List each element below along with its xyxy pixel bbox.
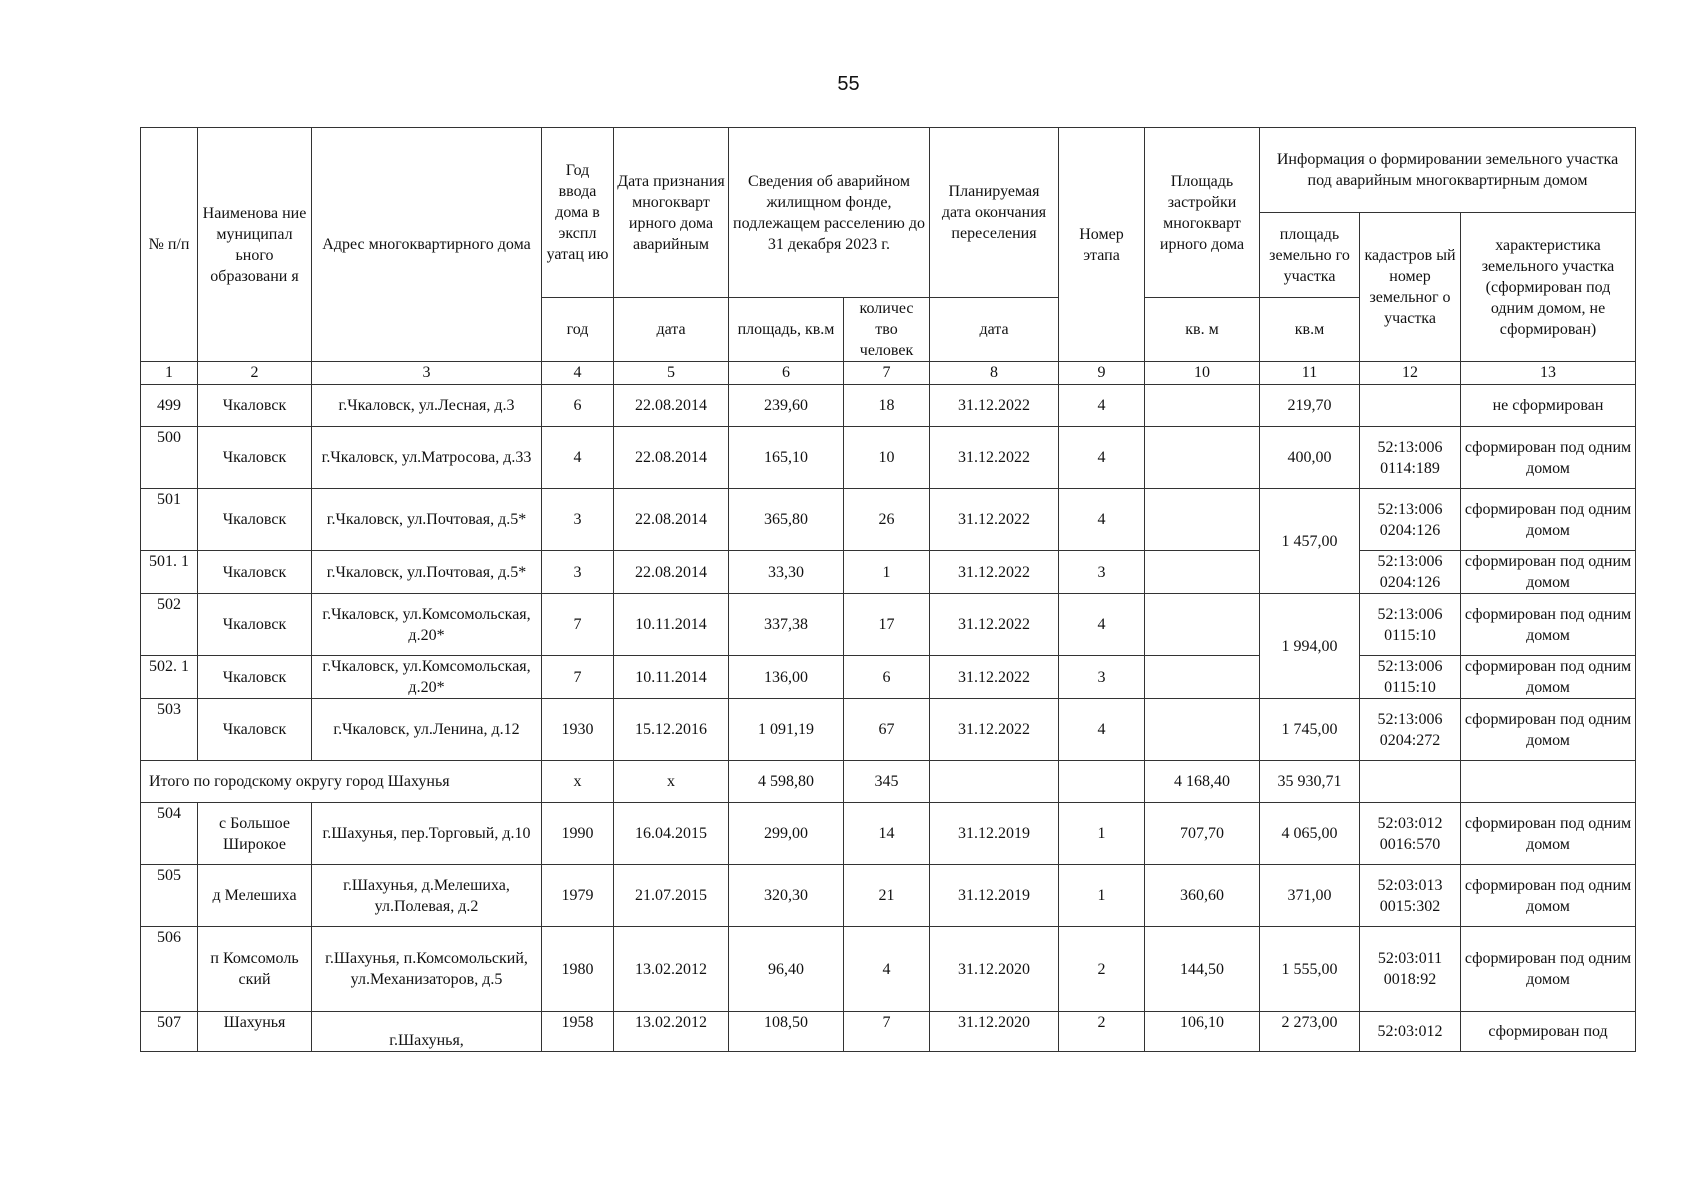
cell-building-area (1145, 489, 1260, 551)
cell-date: 10.11.2014 (614, 656, 729, 699)
cell-date: 21.07.2015 (614, 865, 729, 927)
cell-area: 33,30 (729, 551, 844, 594)
summary-row (141, 761, 1636, 803)
cell-number: 501. 1 (141, 551, 198, 594)
cell-people: 17 (844, 594, 930, 656)
header-address: Адрес многоквартирного дома (312, 128, 542, 362)
cell-people: 14 (844, 803, 930, 865)
cell-people: 18 (844, 385, 930, 427)
cell-area: 165,10 (729, 427, 844, 489)
header-municipality: Наименова ние муниципал ьного образовани я (198, 128, 312, 362)
table-row (141, 656, 1636, 699)
column-number: 2 (198, 362, 312, 385)
summary-empty (930, 761, 1059, 803)
cell-year: 1980 (542, 927, 614, 1012)
cell-characteristic: сформирован под одним домом (1461, 656, 1636, 699)
cell-cadastral: 52:03:012 0016:570 (1360, 803, 1461, 865)
summary-land-area: 35 930,71 (1260, 761, 1360, 803)
cell-municipality: Чкаловск (198, 551, 312, 594)
header-housing-info: Сведения об аварийном жилищном фонде, подлежащем расселению до 31 декабря 2023 г. (729, 128, 930, 298)
column-number-row (141, 362, 1636, 385)
unit-land-area: кв.м (1260, 298, 1360, 362)
column-number: 10 (1145, 362, 1260, 385)
cell-characteristic: сформирован под одним домом (1461, 489, 1636, 551)
cell-date: 22.08.2014 (614, 385, 729, 427)
cell-characteristic: сформирован под одним домом (1461, 865, 1636, 927)
cell-address: г.Чкаловск, ул.Лесная, д.3 (312, 385, 542, 427)
cell-number: 503 (141, 699, 198, 761)
cell-characteristic: сформирован под одним домом (1461, 927, 1636, 1012)
cell-municipality: д Мелешиха (198, 865, 312, 927)
cell-year: 1979 (542, 865, 614, 927)
cell-building-area (1145, 594, 1260, 656)
cell-number: 502 (141, 594, 198, 656)
column-number: 5 (614, 362, 729, 385)
cell-land-area: 2 273,00 (1260, 1012, 1360, 1052)
cell-number: 502. 1 (141, 656, 198, 699)
column-number: 7 (844, 362, 930, 385)
cell-building-area: 144,50 (1145, 927, 1260, 1012)
cell-end-date: 31.12.2020 (930, 927, 1059, 1012)
cell-area: 108,50 (729, 1012, 844, 1052)
unit-date: дата (614, 298, 729, 362)
column-number: 4 (542, 362, 614, 385)
cell-building-area (1145, 551, 1260, 594)
cell-characteristic: не сформирован (1461, 385, 1636, 427)
cell-cadastral: 52:13:006 0115:10 (1360, 594, 1461, 656)
summary-empty (1059, 761, 1145, 803)
header-recognition-date: Дата признания многокварт ирного дома аварийным (614, 128, 729, 298)
header-stage: Номер этапа (1059, 128, 1145, 362)
cell-end-date: 31.12.2019 (930, 865, 1059, 927)
cell-stage: 3 (1059, 656, 1145, 699)
cell-year: 1990 (542, 803, 614, 865)
cell-end-date: 31.12.2022 (930, 551, 1059, 594)
cell-building-area: 707,70 (1145, 803, 1260, 865)
cell-number: 506 (141, 927, 198, 1012)
cell-municipality: Чкаловск (198, 594, 312, 656)
cell-date: 10.11.2014 (614, 594, 729, 656)
column-number: 9 (1059, 362, 1145, 385)
cell-year: 1930 (542, 699, 614, 761)
cell-cadastral: 52:13:006 0114:189 (1360, 427, 1461, 489)
cell-characteristic: сформирован под одним домом (1461, 551, 1636, 594)
resettlement-table (140, 127, 1636, 1052)
cell-date: 15.12.2016 (614, 699, 729, 761)
cell-end-date: 31.12.2019 (930, 803, 1059, 865)
cell-year: 6 (542, 385, 614, 427)
column-number: 6 (729, 362, 844, 385)
summary-year: х (542, 761, 614, 803)
cell-municipality: Чкаловск (198, 489, 312, 551)
cell-cadastral: 52:03:012 (1360, 1012, 1461, 1052)
summary-empty (1360, 761, 1461, 803)
cell-address: г.Шахунья, (312, 1012, 542, 1052)
cell-number: 499 (141, 385, 198, 427)
header-number: № п/п (141, 128, 198, 362)
cell-characteristic: сформирован под одним домом (1461, 803, 1636, 865)
column-number: 1 (141, 362, 198, 385)
cell-stage: 3 (1059, 551, 1145, 594)
cell-municipality: Чкаловск (198, 699, 312, 761)
cell-area: 96,40 (729, 927, 844, 1012)
cell-land-area: 371,00 (1260, 865, 1360, 927)
cell-area: 320,30 (729, 865, 844, 927)
cell-address: г.Чкаловск, ул.Комсомольская, д.20* (312, 594, 542, 656)
cell-stage: 4 (1059, 385, 1145, 427)
cell-end-date: 31.12.2022 (930, 699, 1059, 761)
cell-area: 239,60 (729, 385, 844, 427)
table-row (141, 1012, 1636, 1052)
column-number: 8 (930, 362, 1059, 385)
cell-land-area: 1 745,00 (1260, 699, 1360, 761)
cell-number: 505 (141, 865, 198, 927)
cell-end-date: 31.12.2022 (930, 594, 1059, 656)
cell-number: 501 (141, 489, 198, 551)
cell-municipality: Чкаловск (198, 385, 312, 427)
cell-people: 67 (844, 699, 930, 761)
column-number: 11 (1260, 362, 1360, 385)
cell-end-date: 31.12.2022 (930, 489, 1059, 551)
cell-land-area: 1 555,00 (1260, 927, 1360, 1012)
header-land-area: площадь земельно го участка (1260, 213, 1360, 298)
cell-municipality: Шахунья (198, 1012, 312, 1052)
cell-date: 16.04.2015 (614, 803, 729, 865)
unit-end-date: дата (930, 298, 1059, 362)
cell-address: г.Шахунья, д.Мелешиха, ул.Полевая, д.2 (312, 865, 542, 927)
header-cadastral: кадастров ый номер земельног о участка (1360, 213, 1461, 362)
cell-people: 7 (844, 1012, 930, 1052)
cell-address: г.Чкаловск, ул.Ленина, д.12 (312, 699, 542, 761)
cell-area: 365,80 (729, 489, 844, 551)
cell-characteristic: сформирован под (1461, 1012, 1636, 1052)
cell-municipality: Чкаловск (198, 427, 312, 489)
table-row (141, 489, 1636, 551)
cell-land-area: 219,70 (1260, 385, 1360, 427)
page-number: 55 (837, 73, 860, 95)
unit-year: год (542, 298, 614, 362)
cell-cadastral: 52:13:006 0204:272 (1360, 699, 1461, 761)
table-header (141, 128, 1636, 385)
cell-people: 21 (844, 865, 930, 927)
cell-stage: 2 (1059, 1012, 1145, 1052)
cell-municipality: с Большое Широкое (198, 803, 312, 865)
cell-number: 504 (141, 803, 198, 865)
cell-people: 1 (844, 551, 930, 594)
table-row (141, 927, 1636, 1012)
cell-area: 337,38 (729, 594, 844, 656)
table-row (141, 427, 1636, 489)
header-year: Год ввода дома в экспл уатац ию (542, 128, 614, 298)
cell-land-area: 1 994,00 (1260, 594, 1360, 699)
cell-cadastral: 52:13:006 0204:126 (1360, 489, 1461, 551)
column-number: 13 (1461, 362, 1636, 385)
cell-date: 22.08.2014 (614, 551, 729, 594)
cell-year: 1958 (542, 1012, 614, 1052)
cell-people: 26 (844, 489, 930, 551)
cell-cadastral: 52:03:013 0015:302 (1360, 865, 1461, 927)
cell-year: 4 (542, 427, 614, 489)
cell-building-area (1145, 656, 1260, 699)
cell-address: г.Чкаловск, ул.Почтовая, д.5* (312, 489, 542, 551)
cell-people: 4 (844, 927, 930, 1012)
column-number: 3 (312, 362, 542, 385)
cell-address: г.Чкаловск, ул.Матросова, д.33 (312, 427, 542, 489)
header-characteristic: характеристика земельного участка (сформирован под одним домом, не сформирован) (1461, 213, 1636, 362)
cell-people: 10 (844, 427, 930, 489)
cell-people: 6 (844, 656, 930, 699)
header-planned-date: Планируемая дата окончания переселения (930, 128, 1059, 298)
cell-stage: 4 (1059, 594, 1145, 656)
cell-address: г.Чкаловск, ул.Комсомольская, д.20* (312, 656, 542, 699)
header-building-area: Площадь застройки многокварт ирного дома (1145, 128, 1260, 298)
cell-end-date: 31.12.2020 (930, 1012, 1059, 1052)
cell-municipality: п Комсомоль ский (198, 927, 312, 1012)
header-land-info: Информация о формировании земельного участка под аварийным многоквартирным домом (1260, 128, 1636, 213)
cell-stage: 4 (1059, 699, 1145, 761)
cell-building-area: 360,60 (1145, 865, 1260, 927)
cell-cadastral: 52:13:006 0204:126 (1360, 551, 1461, 594)
summary-empty (1461, 761, 1636, 803)
table-row (141, 865, 1636, 927)
cell-area: 136,00 (729, 656, 844, 699)
column-number: 12 (1360, 362, 1461, 385)
cell-date: 13.02.2012 (614, 1012, 729, 1052)
cell-end-date: 31.12.2022 (930, 427, 1059, 489)
table-row (141, 385, 1636, 427)
cell-address: г.Чкаловск, ул.Почтовая, д.5* (312, 551, 542, 594)
table-row (141, 551, 1636, 594)
cell-building-area (1145, 385, 1260, 427)
cell-stage: 4 (1059, 489, 1145, 551)
cell-stage: 4 (1059, 427, 1145, 489)
cell-building-area (1145, 427, 1260, 489)
cell-stage: 2 (1059, 927, 1145, 1012)
cell-date: 22.08.2014 (614, 489, 729, 551)
cell-year: 7 (542, 594, 614, 656)
cell-characteristic: сформирован под одним домом (1461, 699, 1636, 761)
cell-land-area: 1 457,00 (1260, 489, 1360, 594)
cell-stage: 1 (1059, 803, 1145, 865)
unit-area: площадь, кв.м (729, 298, 844, 362)
summary-people: 345 (844, 761, 930, 803)
cell-area: 1 091,19 (729, 699, 844, 761)
cell-characteristic: сформирован под одним домом (1461, 427, 1636, 489)
cell-characteristic: сформирован под одним домом (1461, 594, 1636, 656)
cell-date: 13.02.2012 (614, 927, 729, 1012)
cell-end-date: 31.12.2022 (930, 385, 1059, 427)
cell-cadastral: 52:03:011 0018:92 (1360, 927, 1461, 1012)
cell-municipality: Чкаловск (198, 656, 312, 699)
cell-land-area: 400,00 (1260, 427, 1360, 489)
summary-area: 4 598,80 (729, 761, 844, 803)
cell-date: 22.08.2014 (614, 427, 729, 489)
cell-address: г.Шахунья, п.Комсомольский, ул.Механизаторов, д.5 (312, 927, 542, 1012)
cell-year: 7 (542, 656, 614, 699)
table-row (141, 699, 1636, 761)
cell-building-area (1145, 699, 1260, 761)
cell-number: 507 (141, 1012, 198, 1052)
cell-land-area: 4 065,00 (1260, 803, 1360, 865)
table-row (141, 594, 1636, 656)
unit-people: количес тво человек (844, 298, 930, 362)
table-row (141, 803, 1636, 865)
cell-cadastral: 52:13:006 0115:10 (1360, 656, 1461, 699)
cell-stage: 1 (1059, 865, 1145, 927)
summary-label: Итого по городскому округу город Шахунья (141, 761, 542, 803)
cell-address: г.Шахунья, пер.Торговый, д.10 (312, 803, 542, 865)
cell-building-area: 106,10 (1145, 1012, 1260, 1052)
cell-number: 500 (141, 427, 198, 489)
summary-building-area: 4 168,40 (1145, 761, 1260, 803)
cell-area: 299,00 (729, 803, 844, 865)
cell-end-date: 31.12.2022 (930, 656, 1059, 699)
cell-cadastral (1360, 385, 1461, 427)
cell-year: 3 (542, 489, 614, 551)
cell-year: 3 (542, 551, 614, 594)
unit-building-area: кв. м (1145, 298, 1260, 362)
summary-date: х (614, 761, 729, 803)
